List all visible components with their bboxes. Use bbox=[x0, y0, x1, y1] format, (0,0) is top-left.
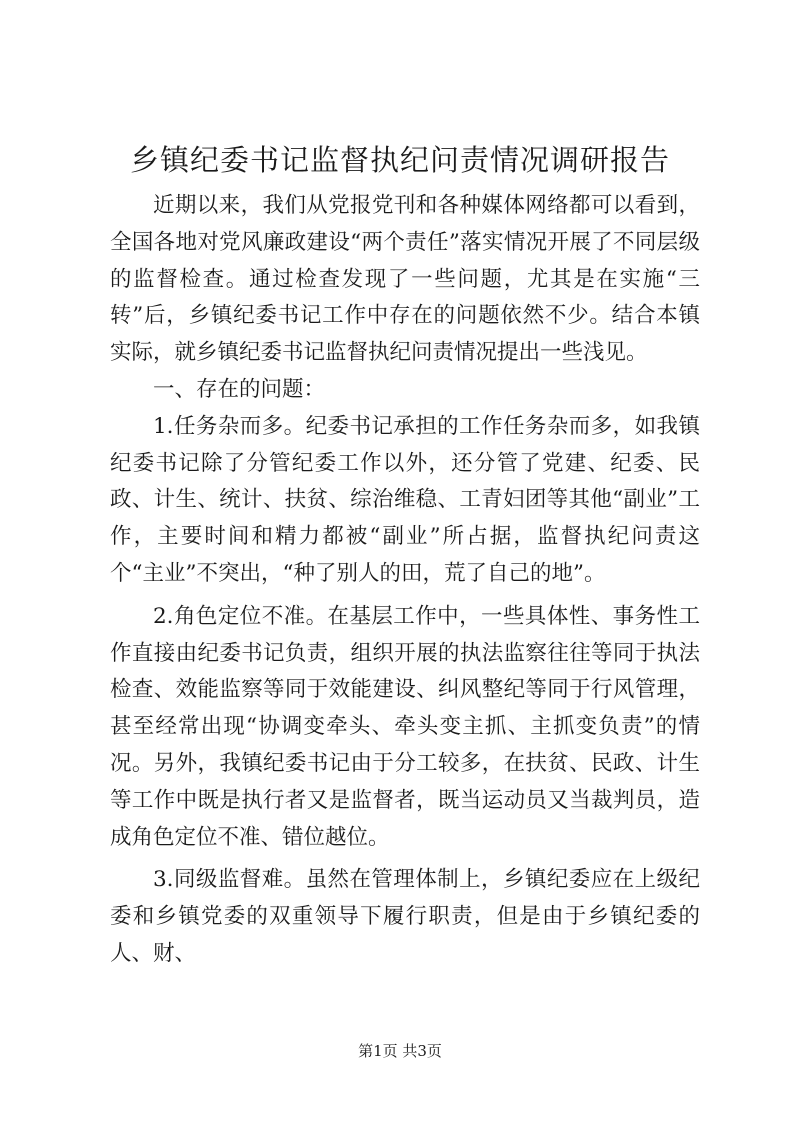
page-number-footer: 第1页 共3页 bbox=[358, 1042, 442, 1060]
document-title: 乡镇纪委书记监督执纪问责情况调研报告 bbox=[129, 143, 670, 177]
document-body bbox=[110, 188, 700, 973]
paragraph-item-2: 2.角色定位不准。在基层工作中，一些具体性、事务性工作直接由纪委书记负责，组织开展的执法监察往往等同于执法检查、效能监察等同于效能建设、纠风整纪等同于行风管理，甚至经常出现“协调变牵头、牵头变主抓、主抓变负责”的情况。另外，我镇纪委书记由于分工较多，在扶贫、民政、计生等工作中既是执行者又是监督者，既当运动员又当裁判员，造成角色定位不准、错位越位。 bbox=[110, 603, 700, 850]
paragraph-intro: 近期以来，我们从党报党刊和各种媒体网络都可以看到，全国各地对党风廉政建设“两个责任”落实情况开展了不同层级的监督检查。通过检查发现了一些问题，尤其是在实施“三转”后，乡镇纪委书记工作中存在的问题依然不少。结合本镇实际，就乡镇纪委书记监督执纪问责情况提出一些浅见。 bbox=[110, 193, 700, 366]
paragraph-item-1: 1.任务杂而多。纪委书记承担的工作任务杂而多，如我镇纪委书记除了分管纪委工作以外，还分管了党建、纪委、民政、计生、统计、扶贫、综治维稳、工青妇团等其他“副业”工作，主要时间和精力都被“副业”所占据，监督执纪问责这个“主业”不突出，“种了别人的田，荒了自己的地”。 bbox=[110, 413, 700, 586]
section-heading-problems: 一、存在的问题： bbox=[153, 376, 326, 402]
paragraph-item-3: 3.同级监督难。虽然在管理体制上，乡镇纪委应在上级纪委和乡镇党委的双重领导下履行职责，但是由于乡镇纪委的人、财、 bbox=[110, 867, 700, 966]
